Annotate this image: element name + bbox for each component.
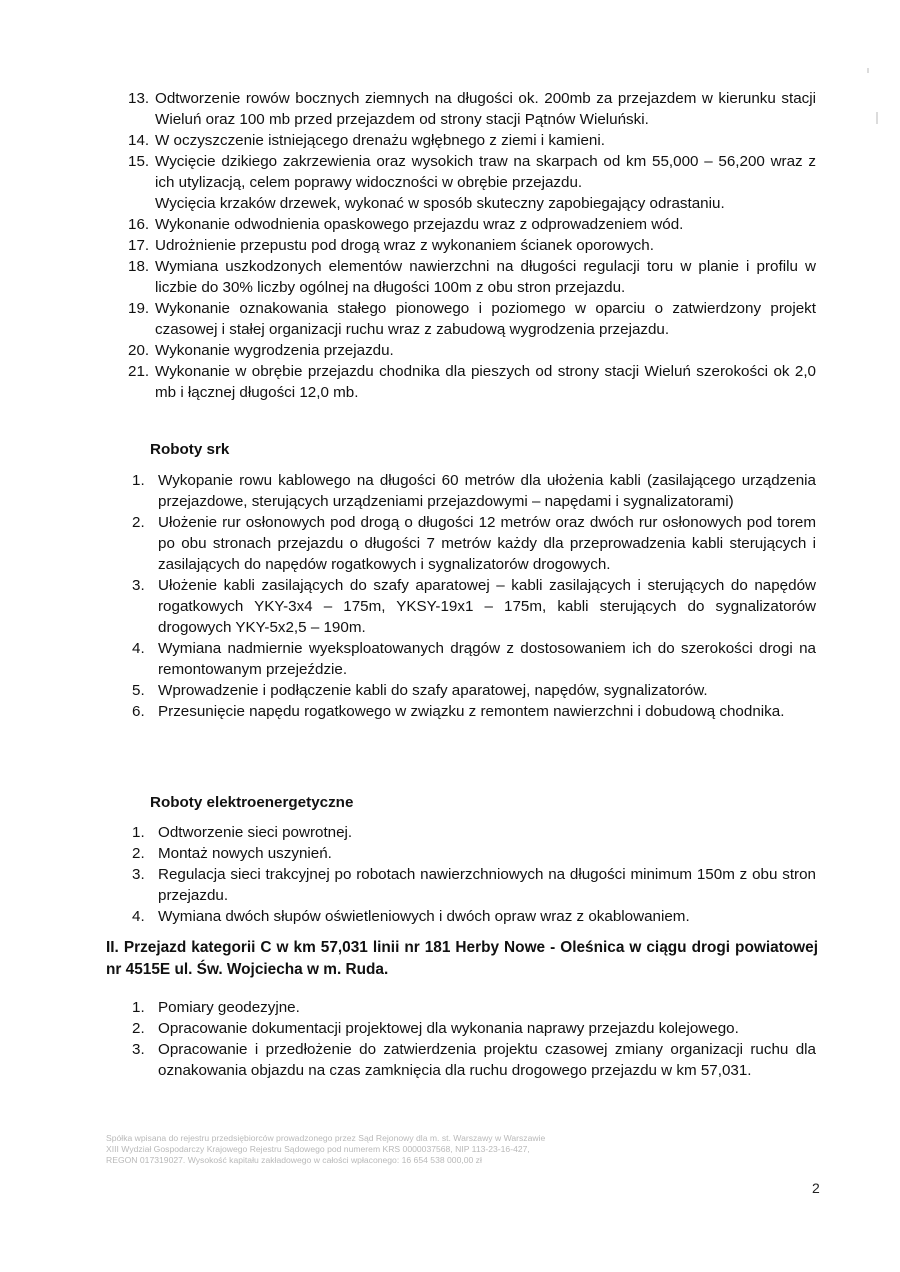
- item-text: Wykonanie wygrodzenia przejazdu.: [155, 342, 394, 359]
- item-text: Opracowanie dokumentacji projektowej dla wykonania naprawy przejazdu kolejowego.: [158, 1020, 739, 1037]
- item-number: 1.: [132, 999, 145, 1016]
- list-item: [132, 906, 816, 927]
- scan-artifact: [867, 68, 869, 73]
- item-text: Wymiana dwóch słupów oświetleniowych i dwóch opraw wraz z okablowaniem.: [158, 908, 690, 925]
- item-number: 2.: [132, 1020, 145, 1037]
- item-number: 16.: [128, 216, 150, 233]
- item-text: Montaż nowych uszynień.: [158, 845, 332, 862]
- item-number: 1.: [132, 824, 145, 841]
- item-text: Wykonanie odwodnienia opaskowego przejazdu wraz z odprowadzeniem wód.: [155, 216, 684, 233]
- list-item: [128, 298, 816, 340]
- item-number: 4.: [132, 908, 145, 925]
- item-text-continuation: Wycięcia krzaków drzewek, wykonać w sposób skuteczny zapobiegający odrastaniu.: [155, 195, 725, 212]
- list-item: [132, 638, 816, 680]
- item-text: W oczyszczenie istniejącego drenażu wgłębnego z ziemi i kamieni.: [155, 132, 605, 149]
- list-item: [132, 680, 816, 701]
- list-item: [132, 1018, 816, 1039]
- item-text: Opracowanie i przedłożenie do zatwierdzenia projektu czasowej zmiany organizacji ruchu dla oznakowania objazdu na czas zamknięcia dla ruchu drogowego przejazdu w km 57,031.: [158, 1041, 816, 1079]
- list-item: [128, 130, 816, 151]
- item-number: 3.: [132, 866, 145, 883]
- page-number: 2: [812, 1180, 820, 1196]
- list-item: [132, 843, 816, 864]
- item-number: 14.: [128, 132, 150, 149]
- item-number: 2.: [132, 514, 145, 531]
- item-number: 15.: [128, 153, 150, 170]
- list-item: [132, 512, 816, 575]
- list-item: [128, 235, 816, 256]
- list-item: [132, 1039, 816, 1081]
- item-number: 13.: [128, 90, 150, 107]
- item-text: Regulacja sieci trakcyjnej po robotach nawierzchniowych na długości minimum 150m z obu stron przejazdu.: [158, 866, 816, 904]
- item-text: Przesunięcie napędu rogatkowego w związku z remontem nawierzchni i dobudową chodnika.: [158, 703, 785, 720]
- list-item: [128, 340, 816, 361]
- item-text: Wycięcie dzikiego zakrzewienia oraz wysokich traw na skarpach od km 55,000 – 56,200 wraz z ich utylizacją, celem poprawy widoczności w obrębie przejazdu.: [155, 153, 816, 191]
- item-number: 3.: [132, 1041, 145, 1058]
- srk-list: [132, 470, 816, 722]
- item-number: 3.: [132, 577, 145, 594]
- list-item: [132, 575, 816, 638]
- item-text: Ułożenie kabli zasilających do szafy aparatowej – kabli zasilających i sterujących do napędów rogatkowych YKY-3x4 – 175m, YKSY-19x1 – 175m, kabli sterujących do sygnalizatorów drogowych YKY-5x2,5 – 190m.: [158, 577, 816, 636]
- list-item: [128, 256, 816, 298]
- works-list: [128, 88, 816, 403]
- item-number: 4.: [132, 640, 145, 657]
- section-heading-srk: Roboty srk: [150, 441, 230, 458]
- list-item: [132, 701, 816, 722]
- item-text: Wymiana uszkodzonych elementów nawierzchni na długości regulacji toru w planie i profilu w liczbie do 30% liczby ogólnej na długości 100m z obu stron przejazdu.: [155, 258, 816, 296]
- item-text: Wymiana nadmiernie wyeksploatowanych drągów z dostosowaniem ich do szerokości drogi na remontowanym przejeździe.: [158, 640, 816, 678]
- item-number: 19.: [128, 300, 150, 317]
- list-item: [132, 822, 816, 843]
- item-number: 18.: [128, 258, 150, 275]
- footer-line: Spółka wpisana do rejestru przedsiębiorców prowadzonego przez Sąd Rejonowy dla m. st. Warszawy w Warszawie: [106, 1133, 546, 1143]
- section-heading-elektro: Roboty elektroenergetyczne: [150, 794, 354, 811]
- item-number: 2.: [132, 845, 145, 862]
- item-number: 20.: [128, 342, 150, 359]
- list-item: [128, 361, 816, 403]
- item-text: Wprowadzenie i podłączenie kabli do szafy aparatowej, napędów, sygnalizatorów.: [158, 682, 708, 699]
- scan-artifact: [876, 112, 878, 124]
- item-number: 5.: [132, 682, 145, 699]
- list-item: [132, 864, 816, 906]
- item-number: 1.: [132, 472, 145, 489]
- elektro-list: [132, 822, 816, 927]
- list-item: [132, 470, 816, 512]
- list-item: [128, 151, 816, 214]
- item-text: Udrożnienie przepustu pod drogą wraz z wykonaniem ścianek oporowych.: [155, 237, 654, 254]
- item-text: Wykopanie rowu kablowego na długości 60 metrów dla ułożenia kabli (zasilającego urządzenia przejazdowe, sterujących urządzeniami przejazdowymi – napędami i sygnalizatorami): [158, 472, 816, 510]
- list-item: [128, 88, 816, 130]
- item-text: Odtworzenie rowów bocznych ziemnych na długości ok. 200mb za przejazdem w kierunku stacji Wieluń oraz 100 mb przed przejazdem od strony stacji Pątnów Wieluński.: [155, 90, 816, 128]
- list-item: [128, 214, 816, 235]
- item-text: Ułożenie rur osłonowych pod drogą o długości 12 metrów oraz dwóch rur osłonowych pod torem po obu stronach przejazdu o długości 7 metrów każdy dla przeprowadzenia kabli sterujących i zasilających do napędów rogatkowych i sygnalizatorów drogowych.: [158, 514, 816, 573]
- item-text: Wykonanie oznakowania stałego pionowego i poziomego w oparciu o zatwierdzony projekt czasowej i stałej organizacji ruchu wraz z zabudową wygrodzenia przejazdu.: [155, 300, 816, 338]
- item-number: 21.: [128, 363, 150, 380]
- item-number: 6.: [132, 703, 145, 720]
- item-text: Pomiary geodezyjne.: [158, 999, 300, 1016]
- footer-line: XIII Wydział Gospodarczy Krajowego Rejestru Sądowego pod numerem KRS 0000037568, NIP 113-23-16-427,: [106, 1144, 530, 1154]
- company-footer: [106, 1133, 706, 1166]
- footer-line: REGON 017319027. Wysokość kapitału zakładowego w całości wpłaconego: 16 654 538 000,00 zł: [106, 1155, 482, 1165]
- item-text: Wykonanie w obrębie przejazdu chodnika dla pieszych od strony stacji Wieluń szerokości ok 2,0 mb i łącznej długości 12,0 mb.: [155, 363, 816, 401]
- item-number: 17.: [128, 237, 150, 254]
- list-item: [132, 997, 816, 1018]
- section-ii-list: [132, 997, 816, 1081]
- item-text: Odtworzenie sieci powrotnej.: [158, 824, 353, 841]
- section-title-ii: II. Przejazd kategorii C w km 57,031 linii nr 181 Herby Nowe - Oleśnica w ciągu drogi powiatowej nr 4515E ul. Św. Wojciecha w m. Ruda.: [106, 939, 818, 978]
